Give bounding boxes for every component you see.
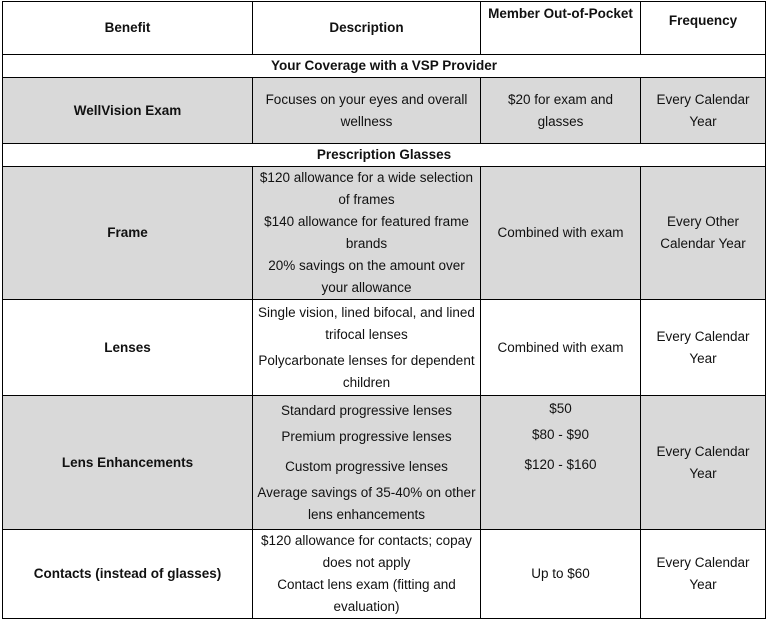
enhancement-oop-value: $80 - $90 — [531, 427, 590, 442]
description-contacts — [253, 530, 481, 619]
oop-lens-enhancements — [481, 396, 641, 530]
oop-frame: Combined with exam — [481, 167, 641, 300]
section-row-glasses — [3, 144, 766, 167]
lenses-desc-line: Single vision, lined bifocal, and lined trifocal lenses — [258, 304, 475, 342]
header-description: Description — [253, 2, 481, 55]
benefit-lenses: Lenses — [3, 300, 253, 396]
vision-benefits-table — [2, 1, 766, 619]
header-row — [3, 2, 766, 55]
frequency-lenses: Every Calendar Year — [641, 300, 766, 396]
table-row — [3, 167, 766, 300]
enhancement-desc-line: Average savings of 35-40% on other lens enhancements — [257, 484, 476, 522]
enhancement-desc-line: Standard progressive lenses — [280, 402, 453, 418]
description-wellvision-exam: Focuses on your eyes and overall wellness — [253, 78, 481, 144]
header-member-out-of-pocket: Member Out-of-Pocket — [481, 2, 641, 55]
frame-desc-line: $140 allowance for featured frame brands — [264, 214, 469, 251]
description-frame — [253, 167, 481, 300]
oop-lenses: Combined with exam — [481, 300, 641, 396]
frequency-lens-enhancements: Every Calendar Year — [641, 396, 766, 530]
enhancement-desc-line: Custom progressive lenses — [285, 458, 448, 474]
enhancement-desc-line: Premium progressive lenses — [281, 428, 452, 444]
section-glasses-title: Prescription Glasses — [3, 144, 766, 167]
table-row — [3, 396, 766, 530]
frequency-frame: Every Other Calendar Year — [641, 167, 766, 300]
section-row-coverage — [3, 55, 766, 78]
table-row — [3, 300, 766, 396]
table-row — [3, 78, 766, 144]
enhancement-oop-value: $120 - $160 — [524, 457, 597, 472]
contacts-desc-line: $120 allowance for contacts; copay does not apply — [261, 533, 472, 570]
lenses-desc-line: Polycarbonate lenses for dependent children — [258, 352, 475, 390]
benefit-lens-enhancements: Lens Enhancements — [3, 396, 253, 530]
benefit-frame: Frame — [3, 167, 253, 300]
frequency-contacts: Every Calendar Year — [641, 530, 766, 619]
header-frequency: Frequency — [641, 2, 766, 55]
enhancement-oop-value: $50 — [549, 401, 572, 416]
table-row — [3, 530, 766, 619]
section-coverage-title: Your Coverage with a VSP Provider — [3, 55, 766, 78]
header-benefit: Benefit — [3, 2, 253, 55]
contacts-desc-line: Contact lens exam (fitting and evaluation) — [277, 577, 456, 614]
frame-desc-line: 20% savings on the amount over your allowance — [268, 258, 465, 295]
description-lenses — [253, 300, 481, 396]
frame-desc-line: $120 allowance for a wide selection of frames — [259, 170, 474, 207]
oop-wellvision-exam: $20 for exam and glasses — [481, 78, 641, 144]
benefit-contacts: Contacts (instead of glasses) — [3, 530, 253, 619]
frequency-wellvision-exam: Every Calendar Year — [641, 78, 766, 144]
benefit-wellvision-exam: WellVision Exam — [3, 78, 253, 144]
oop-contacts: Up to $60 — [481, 530, 641, 619]
description-lens-enhancements — [253, 396, 481, 530]
